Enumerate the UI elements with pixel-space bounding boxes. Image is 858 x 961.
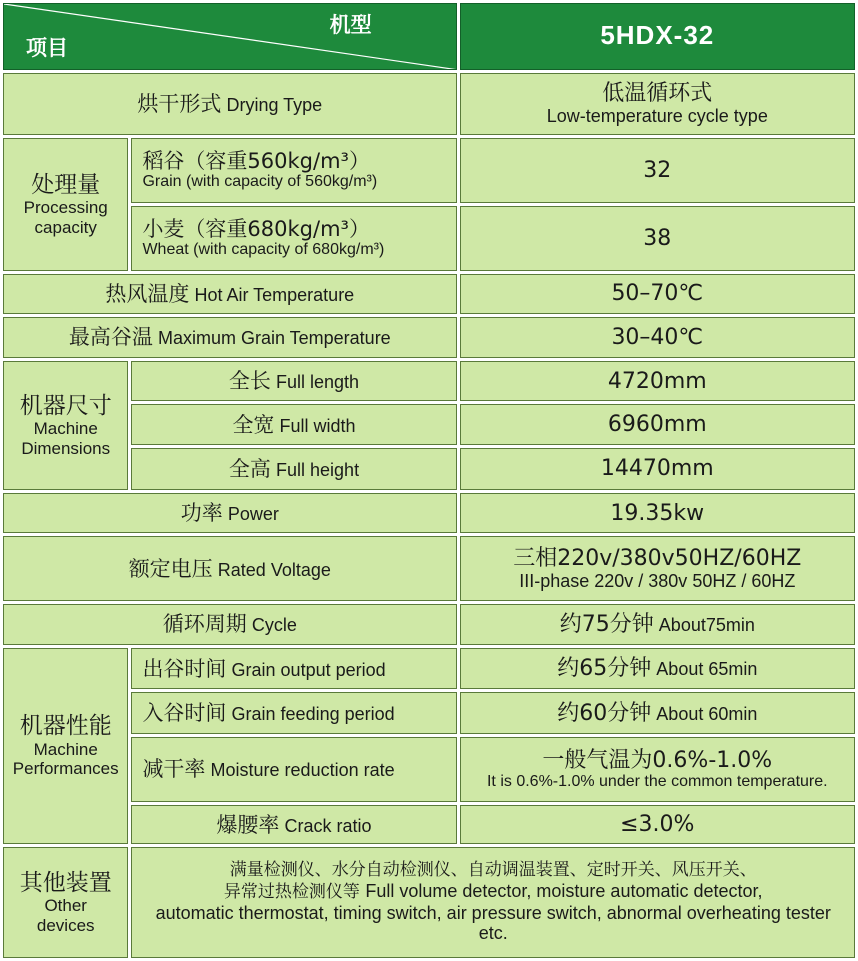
voltage-value: 三相220v/380v50HZ/60HZ III-phase 220v / 380v 50HZ / 60HZ bbox=[460, 536, 855, 601]
processing-group-label bbox=[3, 138, 128, 270]
other-en-line-1: Full volume detector, moisture automatic detector, bbox=[365, 881, 763, 901]
dim-width-value: 6960mm bbox=[460, 404, 855, 445]
row-perf-feeding bbox=[3, 692, 855, 734]
cycle-value: 约75分钟 About75min bbox=[460, 604, 855, 645]
perf-feeding-label: 入谷时间 Grain feeding period bbox=[131, 692, 456, 734]
row-processing-grain bbox=[3, 138, 855, 203]
diagonal-line-icon bbox=[4, 4, 457, 70]
drying-type-value-en: Low-temperature cycle type bbox=[546, 106, 768, 127]
cycle-label: 循环周期 Cycle bbox=[3, 604, 457, 645]
drying-type-value-zh: 低温循环式 bbox=[602, 81, 713, 106]
dim-height-value: 14470mm bbox=[460, 448, 855, 490]
dim-height-label: 全高 Full height bbox=[131, 448, 456, 490]
power-label: 功率 Power bbox=[3, 493, 457, 534]
dim-length-value: 4720mm bbox=[460, 361, 855, 402]
processing-grain-zh: 稻谷（容重560kg/m³） bbox=[142, 149, 370, 174]
processing-en-1: Processing bbox=[23, 198, 108, 218]
processing-en-2: capacity bbox=[34, 217, 97, 237]
row-drying-type bbox=[3, 73, 855, 136]
processing-zh: 处理量 bbox=[31, 171, 101, 198]
processing-grain-value: 32 bbox=[460, 138, 855, 203]
processing-wheat-value: 38 bbox=[460, 206, 855, 271]
processing-wheat-zh: 小麦（容重680kg/m³） bbox=[142, 216, 370, 241]
hot-air-value: 50–70℃ bbox=[460, 274, 855, 315]
row-other bbox=[3, 847, 855, 958]
header-model-label: 机型 bbox=[329, 14, 372, 37]
row-cycle bbox=[3, 604, 855, 645]
row-processing-wheat bbox=[3, 206, 855, 271]
header-diagonal-cell bbox=[3, 3, 457, 70]
row-dim-width bbox=[3, 404, 855, 445]
hot-air-label: 热风温度 Hot Air Temperature bbox=[3, 274, 457, 315]
header-model-cell bbox=[460, 3, 855, 70]
row-max-grain bbox=[3, 317, 855, 358]
dimensions-group-label: 机器尺寸 Machine Dimensions bbox=[3, 361, 128, 490]
max-grain-label: 最高谷温 Maximum Grain Temperature bbox=[3, 317, 457, 358]
perf-moisture-label: 减干率 Moisture reduction rate bbox=[131, 737, 456, 802]
header-item-label: 项目 bbox=[26, 36, 68, 60]
drying-type-label bbox=[3, 73, 457, 136]
perf-moisture-value: 一般气温为0.6%-1.0% It is 0.6%-1.0% under the common temperature. bbox=[460, 737, 855, 802]
perf-output-label: 出谷时间 Grain output period bbox=[131, 648, 456, 690]
row-perf-crack bbox=[3, 805, 855, 845]
header-row bbox=[3, 3, 855, 70]
processing-wheat-en: Wheat (with capacity of 680kg/m³) bbox=[142, 241, 385, 259]
other-devices-text bbox=[131, 847, 855, 958]
perf-feeding-value: 约60分钟 About 60min bbox=[460, 692, 855, 734]
dim-length-label: 全长 Full length bbox=[131, 361, 456, 402]
row-power bbox=[3, 493, 855, 534]
perf-crack-label: 爆腰率 Crack ratio bbox=[131, 805, 456, 845]
dim-width-label: 全宽 Full width bbox=[131, 404, 456, 445]
max-grain-value: 30–40℃ bbox=[460, 317, 855, 358]
processing-grain-label bbox=[131, 138, 456, 203]
other-en-line-2: automatic thermostat, timing switch, air pressure switch, abnormal overheating tester etc. bbox=[155, 902, 831, 944]
drying-type-en: Drying Type bbox=[226, 94, 323, 115]
perf-output-value: 约65分钟 About 65min bbox=[460, 648, 855, 690]
perf-crack-value: ≤3.0% bbox=[460, 805, 855, 845]
row-voltage bbox=[3, 536, 855, 601]
row-dim-height bbox=[3, 448, 855, 490]
voltage-label: 额定电压 Rated Voltage bbox=[3, 536, 457, 601]
processing-grain-en: Grain (with capacity of 560kg/m³) bbox=[142, 173, 378, 191]
row-dim-length bbox=[3, 361, 855, 402]
row-perf-moisture bbox=[3, 737, 855, 802]
model-name: 5HDX-32 bbox=[600, 20, 715, 51]
drying-type-zh: 烘干形式 bbox=[137, 91, 222, 116]
other-zh-line-1: 满量检测仪、水分自动检测仪、自动调温装置、定时开关、风压开关、 bbox=[229, 860, 757, 881]
power-value: 19.35kw bbox=[460, 493, 855, 534]
processing-wheat-label bbox=[131, 206, 456, 271]
row-perf-output bbox=[3, 648, 855, 690]
performance-group-label: 机器性能 Machine Performances bbox=[3, 648, 128, 845]
drying-type-value bbox=[460, 73, 855, 136]
row-hot-air bbox=[3, 274, 855, 315]
other-group-label: 其他装置 Other devices bbox=[3, 847, 128, 958]
other-zh-line-2: 异常过热检测仪等 bbox=[223, 882, 360, 902]
